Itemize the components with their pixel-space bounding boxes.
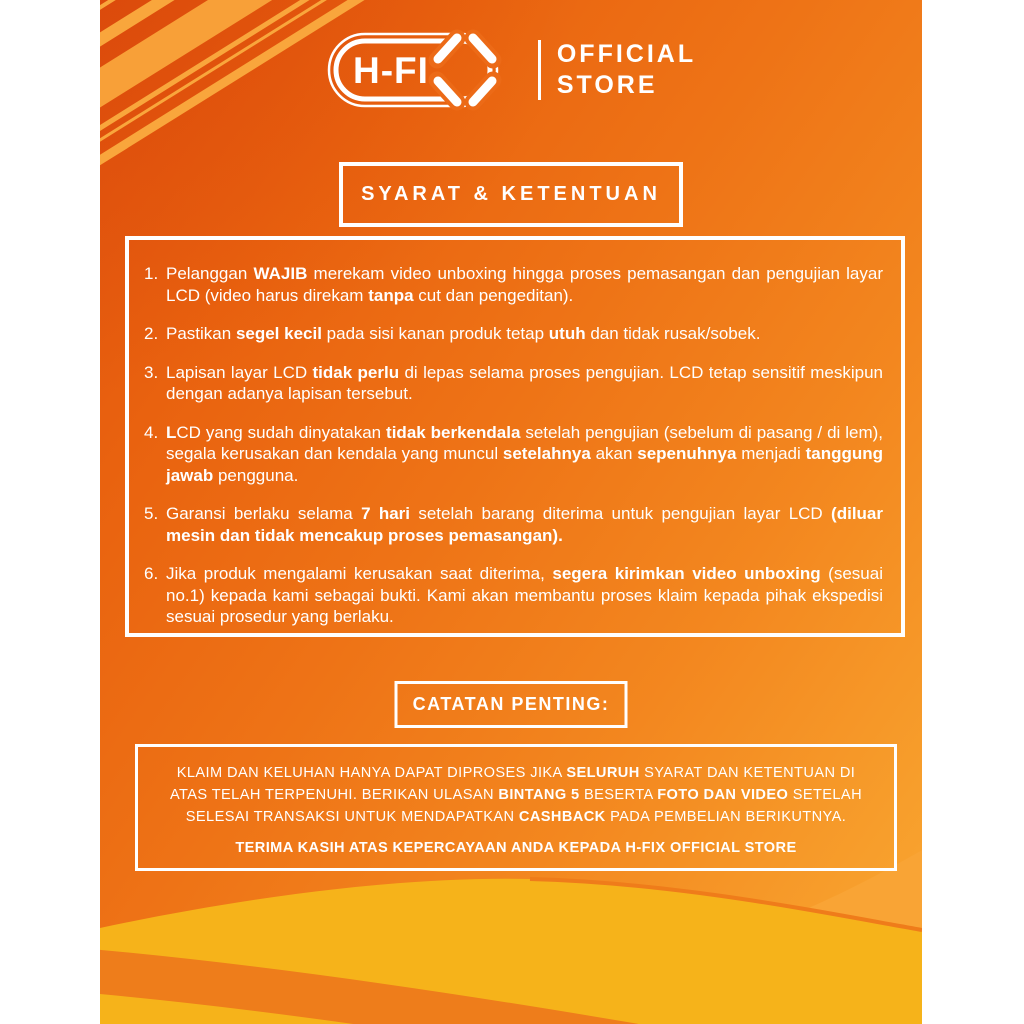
term-number: 2.	[144, 324, 159, 343]
footer-claim-text: KLAIM DAN KELUHAN HANYA DAPAT DIPROSES JIKA SELURUH SYARAT DAN KETENTUAN DI ATAS TELAH TERPENUHI. BERIKAN ULASAN BINTANG 5 BESERTA FOTO DAN VIDEO SETELAH SELESAI TRANSAKSI UNTUK MENDAPATKAN CASHBACK PADA PEMBELIAN BERIKUTNYA.	[169, 765, 863, 825]
brand-header	[100, 26, 922, 114]
terms-title: SYARAT & KETENTUAN	[361, 183, 661, 205]
notes-title-box	[395, 681, 628, 728]
term-item	[144, 503, 883, 546]
footer-thanks-text: TERIMA KASIH ATAS KEPERCAYAAN ANDA KEPADA H-FIX OFFICIAL STORE	[235, 840, 797, 856]
terms-title-box	[339, 162, 683, 227]
term-number: 1.	[144, 264, 159, 283]
term-item	[144, 323, 883, 345]
store-label-line2: STORE	[556, 71, 658, 99]
brand-divider	[538, 40, 541, 100]
term-text: Pastikan segel kecil pada sisi kanan produk tetap utuh dan tidak rusak/sobek.	[166, 324, 761, 343]
term-text: Pelanggan WAJIB merekam video unboxing hingga proses pemasangan dan pengujian layar LCD (video harus direkam tanpa cut dan pengeditan).	[166, 264, 883, 305]
hfix-logo	[326, 26, 522, 114]
promo-graphic	[100, 0, 922, 1024]
footer-box	[135, 744, 897, 871]
term-text: Jika produk mengalami kerusakan saat diterima, segera kirimkan video unboxing (sesuai no.1) kepada kami sebagai bukti. Kami akan membantu proses klaim kepada pihak ekspedisi sesuai prosedur yang berlaku.	[166, 564, 883, 626]
notes-title: CATATAN PENTING:	[412, 694, 610, 714]
term-number: 3.	[144, 362, 159, 382]
term-item	[144, 422, 883, 487]
term-number: 5.	[144, 504, 159, 523]
terms-list-box	[125, 236, 905, 637]
store-label	[557, 39, 696, 101]
term-item	[144, 263, 883, 306]
term-text: LCD yang sudah dinyatakan tidak berkendala setelah pengujian (sebelum di pasang / di lem), segala kerusakan dan kendala yang muncul setelahnya akan sepenuhnya menjadi tanggung jawab pengguna.	[166, 422, 884, 485]
term-item	[144, 362, 883, 405]
term-text: Garansi berlaku selama 7 hari setelah barang diterima untuk pengujian layar LCD (diluar mesin dan tidak mencakup proses pemasangan).	[166, 504, 883, 545]
term-number: 4.	[144, 422, 159, 442]
term-item	[144, 563, 883, 628]
logo-text: H-FI	[352, 50, 429, 91]
logo-x-mark	[437, 38, 493, 102]
term-text: Lapisan layar LCD tidak perlu di lepas selama proses pengujian. LCD tetap sensitif meskipun dengan adanya lapisan tersebut.	[166, 362, 884, 403]
term-number: 6.	[144, 564, 159, 583]
store-label-line1: OFFICIAL	[556, 40, 697, 68]
